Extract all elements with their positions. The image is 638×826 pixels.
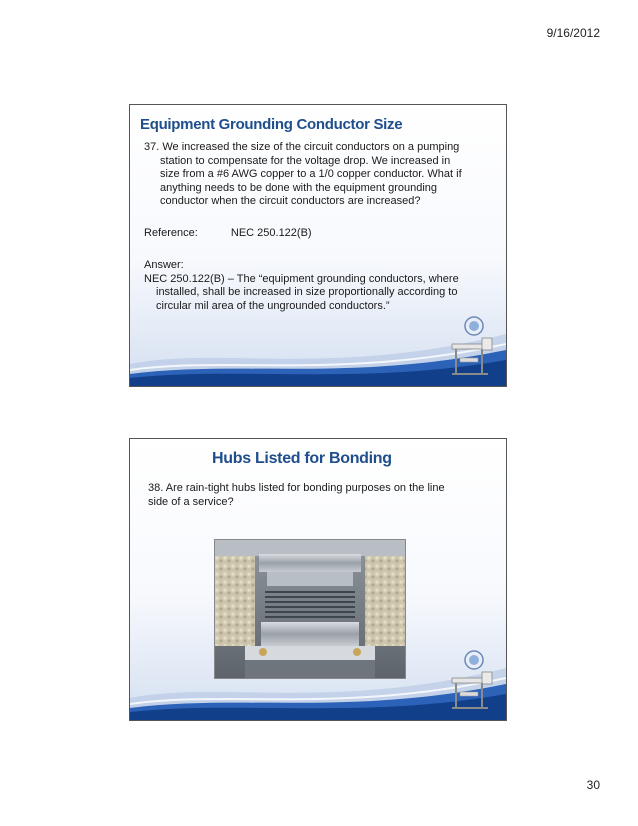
question-line: conductor when the circuit conductors are increased?	[160, 195, 421, 207]
slide-equipment-grounding	[129, 104, 507, 387]
question-line: side of a service?	[148, 495, 234, 508]
slide-hubs-listed-bonding	[129, 438, 507, 721]
slide-title: Equipment Grounding Conductor Size	[140, 116, 403, 133]
question-line: anything needs to be done with the equipment grounding	[160, 181, 438, 194]
answer-line: installed, shall be increased in size proportionally according to	[156, 286, 458, 298]
reference-value: NEC 250.122(B)	[230, 227, 312, 239]
header-date: 9/16/2012	[546, 26, 600, 40]
reference-label: Reference:	[144, 227, 198, 239]
classroom-desk-logo-icon	[446, 648, 498, 714]
question-38	[148, 482, 488, 509]
question-37	[144, 141, 494, 209]
question-line: size from a #6 AWG copper to a 1/0 copper conductor. What if	[160, 168, 462, 180]
raintight-hub-photo	[214, 539, 406, 679]
question-line: station to compensate for the voltage drop. We increased in	[160, 154, 451, 167]
reference-row	[144, 227, 312, 241]
answer-label: Answer:	[144, 259, 184, 271]
slide-title: Hubs Listed for Bonding	[212, 450, 392, 467]
classroom-desk-logo-icon	[446, 314, 498, 380]
answer-line: NEC 250.122(B) – The “equipment grounding conductors, where	[144, 272, 459, 285]
page-number: 30	[586, 778, 600, 792]
question-line: 38. Are rain-tight hubs listed for bonding purposes on the line	[148, 482, 445, 494]
question-line: 37. We increased the size of the circuit conductors on a pumping	[144, 141, 460, 153]
answer-block	[144, 259, 494, 313]
answer-line: circular mil area of the ungrounded conductors.”	[156, 299, 390, 312]
